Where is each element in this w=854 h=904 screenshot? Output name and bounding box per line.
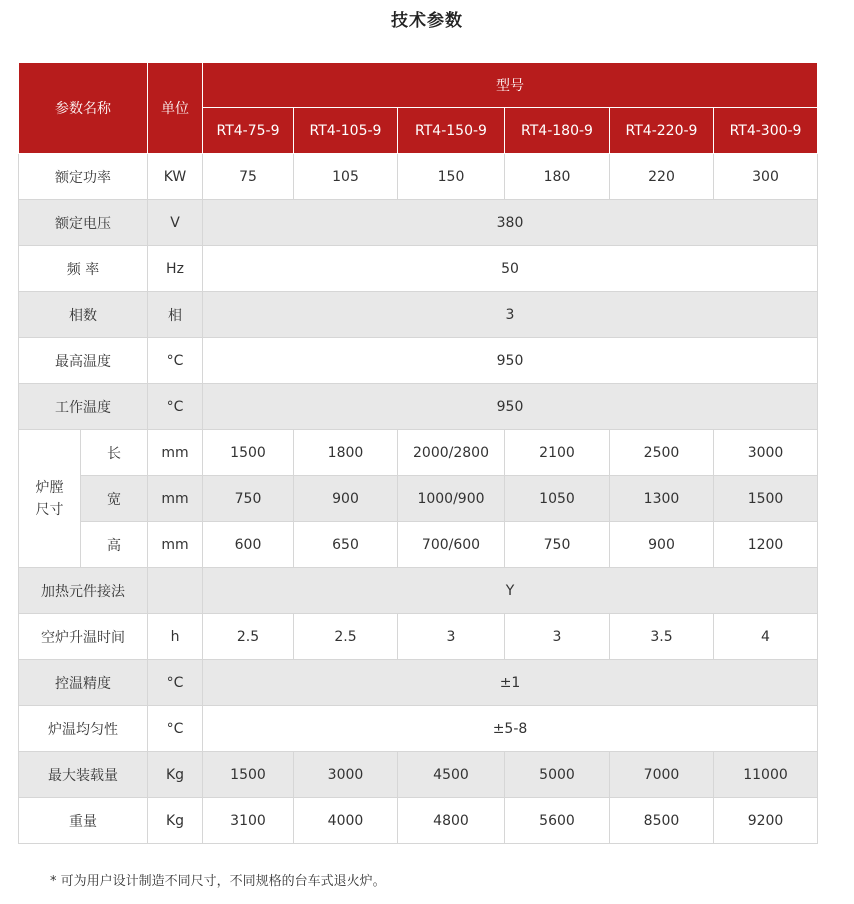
cell-value: 1050 [505,476,610,522]
chamber-label-line1: 炉膛 [35,479,64,496]
row-heatup-time [19,614,818,660]
row-unit: mm [148,476,203,522]
cell-value: 3000 [294,752,398,798]
cell-value: 600 [203,522,294,568]
model-name: RT4-220-9 [610,108,714,154]
row-phases [19,292,818,338]
cell-value: 3.5 [610,614,714,660]
row-unit: mm [148,522,203,568]
row-sublabel: 长 [81,430,148,476]
cell-value: 9200 [714,798,818,844]
row-label: 最高温度 [19,338,148,384]
row-label: 加热元件接法 [19,568,148,614]
row-unit: KW [148,154,203,200]
cell-value: 2100 [505,430,610,476]
header-unit: 单位 [148,63,203,154]
row-unit [148,568,203,614]
chamber-label-line2: 尺寸 [35,501,64,518]
row-unit: °C [148,384,203,430]
row-heating-connection [19,568,818,614]
row-label: 炉温均匀性 [19,706,148,752]
cell-value: 380 [203,200,818,246]
cell-value: 750 [505,522,610,568]
row-unit: Kg [148,752,203,798]
cell-value: 220 [610,154,714,200]
cell-value: 2.5 [203,614,294,660]
row-unit: °C [148,706,203,752]
model-name: RT4-180-9 [505,108,610,154]
header-model: 型号 [203,63,818,108]
cell-value: 300 [714,154,818,200]
cell-value: 5000 [505,752,610,798]
cell-value: ±5-8 [203,706,818,752]
cell-value: 1500 [714,476,818,522]
row-label: 额定功率 [19,154,148,200]
cell-value: 2500 [610,430,714,476]
cell-value: 2.5 [294,614,398,660]
cell-value: 8500 [610,798,714,844]
page-title: 技术参数 [391,11,463,31]
cell-value: 4800 [398,798,505,844]
row-unit: Hz [148,246,203,292]
cell-value: 3000 [714,430,818,476]
row-chamber-height [19,522,818,568]
row-label: 最大装载量 [19,752,148,798]
cell-value: 2000/2800 [398,430,505,476]
cell-value: 750 [203,476,294,522]
cell-value: 3 [505,614,610,660]
row-unit: Kg [148,798,203,844]
cell-value: 4500 [398,752,505,798]
chamber-label [19,430,81,568]
cell-value: 950 [203,384,818,430]
header-row-1 [19,63,818,108]
cell-value: 1000/900 [398,476,505,522]
cell-value: 1500 [203,430,294,476]
row-label: 工作温度 [19,384,148,430]
row-sublabel: 宽 [81,476,148,522]
row-unit: °C [148,660,203,706]
cell-value: 1200 [714,522,818,568]
model-name: RT4-150-9 [398,108,505,154]
row-unit: V [148,200,203,246]
cell-value: 4000 [294,798,398,844]
cell-value: 900 [294,476,398,522]
cell-value: ±1 [203,660,818,706]
row-max-temp [19,338,818,384]
row-unit: mm [148,430,203,476]
cell-value: 3 [398,614,505,660]
cell-value: 7000 [610,752,714,798]
row-label: 控温精度 [19,660,148,706]
spec-table [18,62,818,844]
row-label: 额定电压 [19,200,148,246]
row-label: 频 率 [19,246,148,292]
header-param-name: 参数名称 [19,63,148,154]
row-label: 重量 [19,798,148,844]
cell-value: 3100 [203,798,294,844]
row-unit: 相 [148,292,203,338]
cell-value: 5600 [505,798,610,844]
cell-value: 11000 [714,752,818,798]
row-label: 空炉升温时间 [19,614,148,660]
row-chamber-length [19,430,818,476]
cell-value: 950 [203,338,818,384]
row-sublabel: 高 [81,522,148,568]
cell-value: 3 [203,292,818,338]
row-rated-voltage [19,200,818,246]
row-work-temp [19,384,818,430]
cell-value: 1500 [203,752,294,798]
cell-value: 900 [610,522,714,568]
cell-value: 50 [203,246,818,292]
cell-value: 105 [294,154,398,200]
row-rated-power [19,154,818,200]
cell-value: 75 [203,154,294,200]
row-temp-uniformity [19,706,818,752]
cell-value: 700/600 [398,522,505,568]
cell-value: Y [203,568,818,614]
row-unit: h [148,614,203,660]
row-label: 相数 [19,292,148,338]
model-name: RT4-75-9 [203,108,294,154]
row-max-load [19,752,818,798]
model-name: RT4-105-9 [294,108,398,154]
cell-value: 4 [714,614,818,660]
cell-value: 650 [294,522,398,568]
cell-value: 1800 [294,430,398,476]
row-unit: °C [148,338,203,384]
cell-value: 180 [505,154,610,200]
cell-value: 1300 [610,476,714,522]
cell-value: 150 [398,154,505,200]
row-chamber-width [19,476,818,522]
row-temp-accuracy [19,660,818,706]
footnote: * 可为用户设计制造不同尺寸，不同规格的台车式退火炉。 [50,874,386,889]
row-weight [19,798,818,844]
model-name: RT4-300-9 [714,108,818,154]
row-frequency [19,246,818,292]
